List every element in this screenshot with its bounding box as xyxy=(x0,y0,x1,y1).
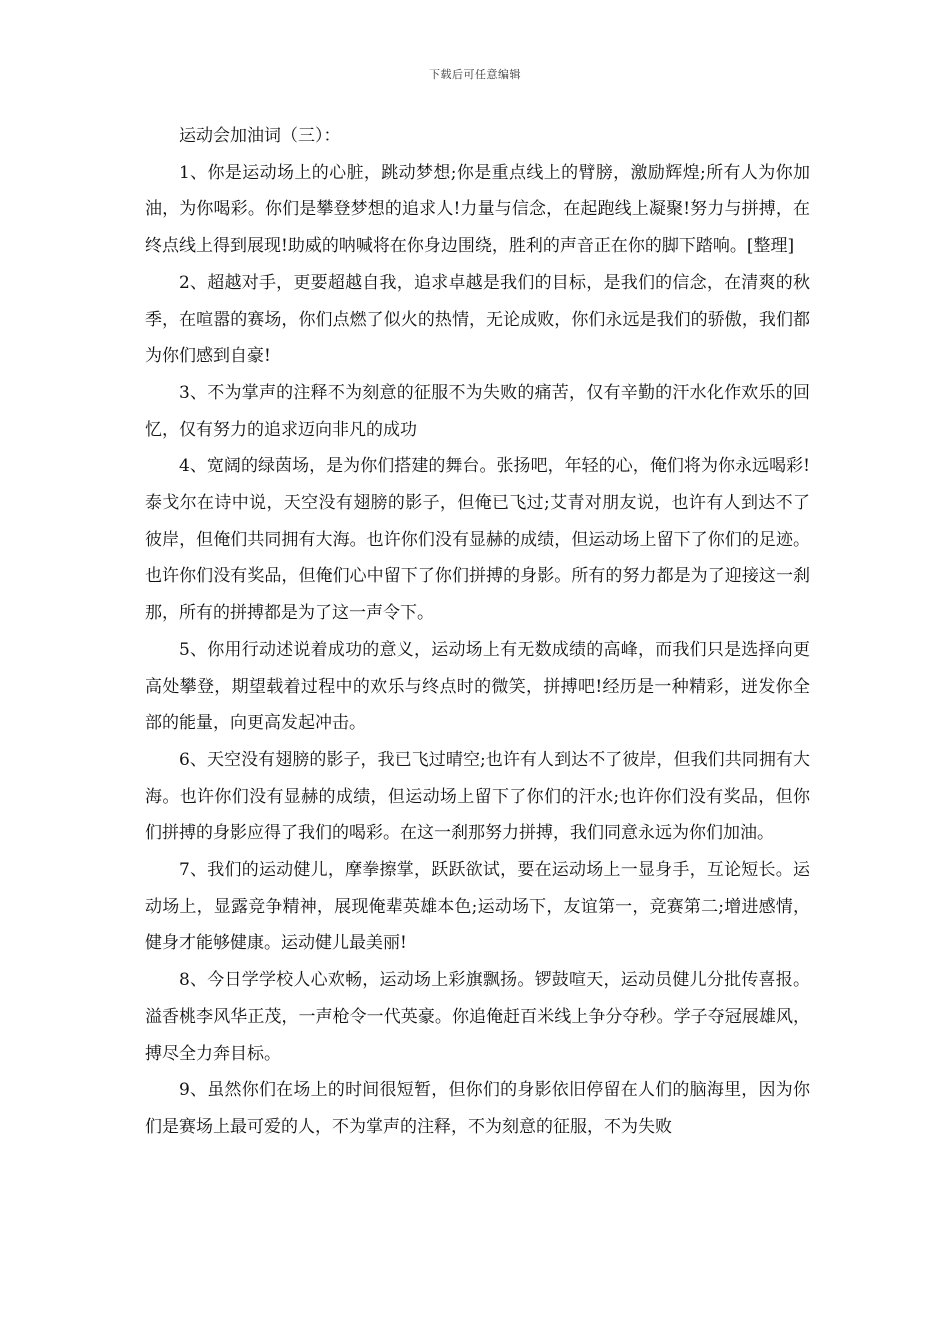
document-title: 运动会加油词（三）： xyxy=(179,126,341,146)
paragraph-8: 8、今日学学校人心欢畅，运动场上彩旗飘扬。锣鼓喧天，运动员健儿分批传喜报。溢香桃李风华正茂，一声枪令一代英豪。你追俺赶百米线上争分夺秒。学子夺冠展雄风，搏尽全力奔目标。 xyxy=(145,970,810,1064)
document-body xyxy=(145,118,810,1146)
paragraph-6: 6、天空没有翅膀的影子，我已飞过晴空;也许有人到达不了彼岸，但我们共同拥有大海。也许你们没有显赫的成绩，但运动场上留下了你们的汗水;也许你们没有奖品，但你们拼搏的身影应得了我们的喝彩。在这一刹那努力拼搏，我们同意永远为你们加油。 xyxy=(145,749,810,844)
paragraph-5: 5、你用行动述说着成功的意义，运动场上有无数成绩的高峰，而我们只是选择向更高处攀登，期望载着过程中的欢乐与终点时的微笑，拼搏吧!经历是一种精彩，迸发你全部的能量，向更高发起冲击。 xyxy=(145,639,810,734)
paragraph-3: 3、不为掌声的注释不为刻意的征服不为失败的痛苦，仅有辛勤的汗水化作欢乐的回忆，仅有努力的追求迈向非凡的成功 xyxy=(145,382,810,440)
paragraph-7: 7、我们的运动健儿，摩拳擦掌，跃跃欲试，要在运动场上一显身手，互论短长。运动场上，显露竞争精神，展现俺辈英雄本色;运动场下，友谊第一，竞赛第二;增进感情，健身才能够健康。运动健儿最美丽! xyxy=(145,860,810,954)
paragraph-4: 4、宽阔的绿茵场，是为你们搭建的舞台。张扬吧，年轻的心，俺们将为你永远喝彩!泰戈尔在诗中说，天空没有翅膀的影子，但俺已飞过;艾青对朋友说，也许有人到达不了彼岸，但俺们共同拥有大海。也许你们没有显赫的成绩，但运动场上留下了你们的足迹。也许你们没有奖品，但俺们心中留下了你们拼搏的身影。所有的努力都是为了迎接这一刹那，所有的拼搏都是为了这一声令下。 xyxy=(145,456,810,624)
paragraph-2: 2、超越对手，更要超越自我，追求卓越是我们的目标，是我们的信念，在清爽的秋季，在喧嚣的赛场，你们点燃了似火的热情，无论成败，你们永远是我们的骄傲，我们都为你们感到自豪! xyxy=(145,272,810,367)
paragraph-9: 9、虽然你们在场上的时间很短暂，但你们的身影依旧停留在人们的脑海里，因为你们是赛场上最可爱的人，不为掌声的注释，不为刻意的征服，不为失败 xyxy=(145,1080,810,1137)
paragraph-1: 1、你是运动场上的心脏，跳动梦想;你是重点线上的臂膀，激励辉煌;所有人为你加油，为你喝彩。你们是攀登梦想的追求人!力量与信念，在起跑线上凝聚!努力与拼搏，在终点线上得到展现!助威的呐喊将在你身边围绕，胜利的声音正在你的脚下踏响。[整理] xyxy=(145,162,810,257)
header-note: 下载后可任意编辑 xyxy=(429,68,521,81)
